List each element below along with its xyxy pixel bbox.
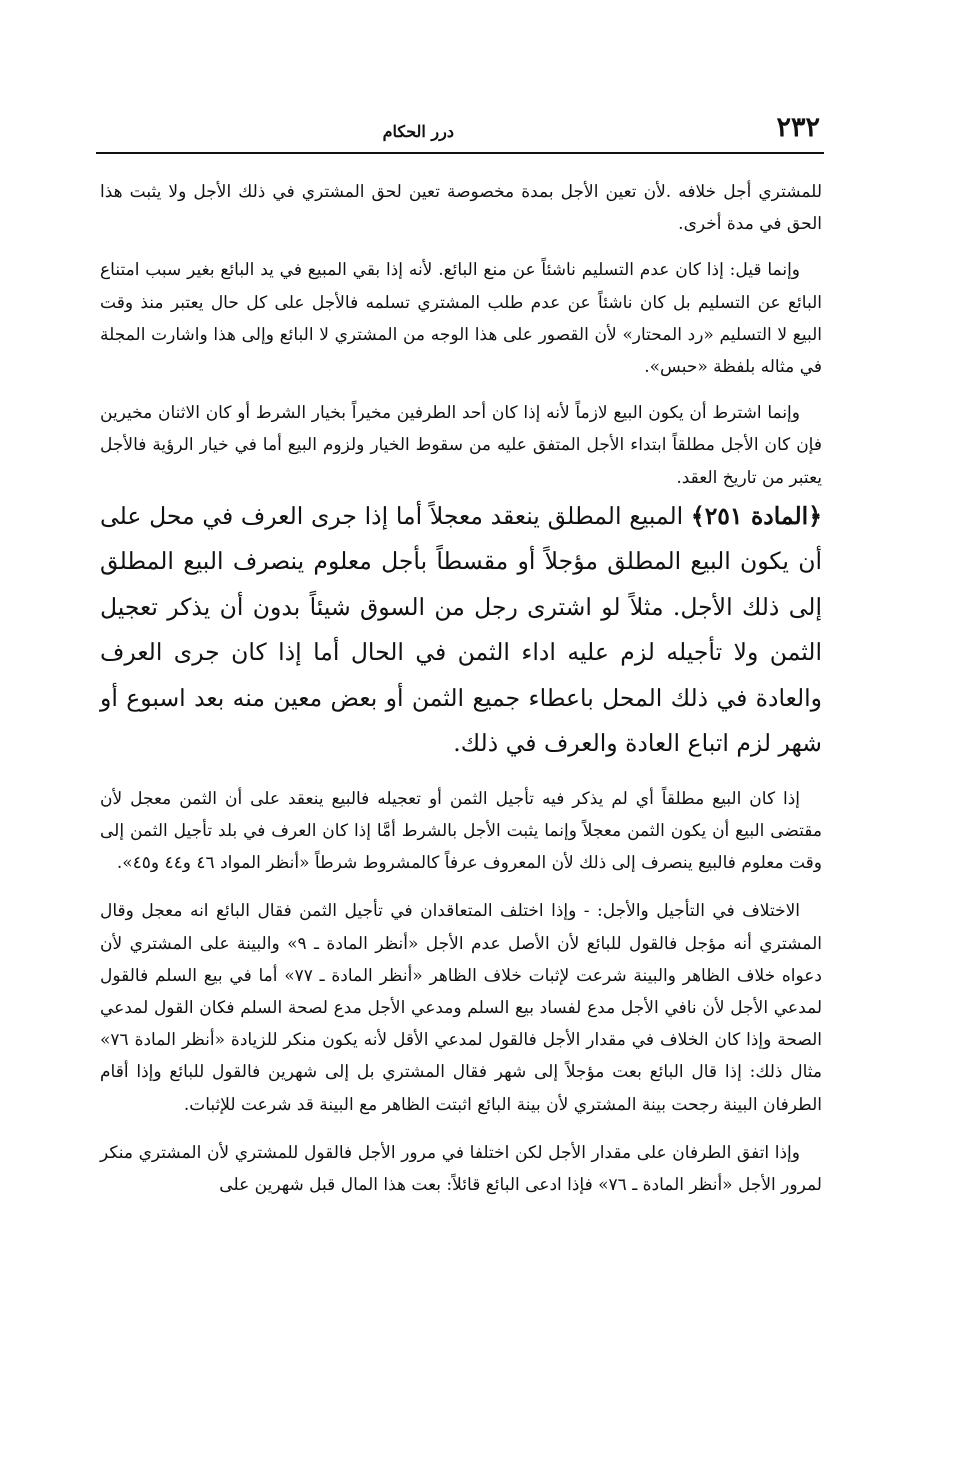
page-header: [96, 108, 824, 152]
commentary-term-elapsed-text: وإذا اتفق الطرفان على مقدار الأجل لكن اختلفا في مرور الأجل فالقول للمشتري لأن المشتري منكر لمرور الأجل «أنظر المادة ـ ٧٦» فإذا ادعى البائع قائلاً: بعت هذا المال قبل شهرين على: [100, 1142, 822, 1196]
commentary-term-elapsed: [100, 1137, 822, 1201]
running-title: درر الحكام: [382, 122, 454, 141]
commentary-unconditional-sale-text: إذا كان البيع مطلقاً أي لم يذكر فيه تأجيل الثمن أو تعجيله فالبيع ينعقد على أن الثمن معجل لأن مقتضى البيع أن يكون الثمن معجلاً وإنما يثبت الأجل بالشرط أمَّا إذا كان العرف في بلد تأجيل الثمن إلى وقت معلوم فالبيع ينصرف إلى ذلك لأن المعروف عرفاً كالمشروط شرطاً «أنظر المواد ٤٦ و٤٤ و٤٥».: [100, 788, 822, 874]
paragraph-binding-sale: [100, 397, 822, 494]
paragraph-delivery-refusal: [100, 254, 822, 383]
header-rule: [96, 152, 824, 154]
paragraph-binding-sale-text: وإنما اشترط أن يكون البيع لازماً لأنه إذا كان أحد الطرفين مخيراً بخيار الشرط أو كان الاثنان مخيرين فإن كان الأجل مطلقاً ابتداء الأجل المتفق عليه من سقوط الخيار ولزوم البيع أما في خيار الرؤية فالأجل يعتبر من تاريخ العقد.: [100, 403, 822, 488]
article-label: ﴿المادة ٢٥١﴾: [690, 501, 822, 530]
paragraph-delivery-refusal-text: وإنما قيل: إذا كان عدم التسليم ناشئاً عن منع البائع. لأنه إذا بقي المبيع في يد البائع بغير سبب امتناع البائع عن التسليم بل كان ناشئاً عن عدم طلب المشتري تسلمه فالأجل على كل حال يعتبر منذ وقت البيع لا التسليم «رد المحتار» لأن القصور على هذا الوجه من المشتري لا البائع وإلى هذا واشارت المجلة في مثاله بلفظة «حبس».: [100, 260, 822, 378]
article-text: المبيع المطلق ينعقد معجلاً أما إذا جرى العرف في محل على أن يكون البيع المطلق مؤجلاً أو مقسطاً بأجل معلوم ينصرف البيع المطلق إلى ذلك الأجل. مثلاً لو اشترى رجل من السوق شيئاً بدون أن يذكر تعجيل الثمن ولا تأجيله لزم عليه اداء الثمن في الحال أما إذا كان جرى العرف والعادة في ذلك المحل باعطاء جميع الثمن أو بعض معين منه بعد اسبوع أو شهر لزم اتباع العادة والعرف في ذلك.: [100, 501, 822, 758]
commentary-dispute-deferment-text: الاختلاف في التأجيل والأجل: - وإذا اختلف المتعاقدان في تأجيل الثمن فقال البائع انه معجل وقال المشتري أنه مؤجل فالقول للبائع لأن الأصل عدم الأجل «أنظر المادة ـ ٩» والبينة على المشتري لأن دعواه خلاف الظاهر والبينة شرعت لإثبات خلاف الظاهر «أنظر المادة ـ ٧٧» أما في بيع السلم فالقول لمدعي الأجل لأن نافي الأجل مدع لفساد بيع السلم ومدعي الأجل مدع لصحة السلم فكان القول لمدعي الصحة وإذا كان الخلاف في مقدار الأجل فالقول لمدعي الأقل لأنه يكون منكر للزيادة «أنظر المادة ٧٦» مثال ذلك: إذا قال البائع بعت مؤجلاً إلى شهر فقال المشتري بل إلى شهرين فالقول للبائع وإذا أقام الطرفان البينة رجحت بينة المشتري لأن بينة البائع اثبتت الظاهر مع البينة قد شرعت للإثبات.: [100, 901, 823, 1115]
body-text: [100, 176, 822, 1201]
paragraph-continuation: للمشتري أجل خلافه .لأن تعين الأجل بمدة مخصوصة تعين لحق المشتري في ذلك الأجل ولا يثبت هذا الحق في مدة أخرى.: [100, 182, 822, 235]
article-251: [100, 494, 822, 767]
commentary-dispute-deferment: [100, 895, 822, 1120]
commentary-unconditional-sale: [100, 783, 822, 880]
page-number: ٢٣٢: [776, 112, 820, 143]
